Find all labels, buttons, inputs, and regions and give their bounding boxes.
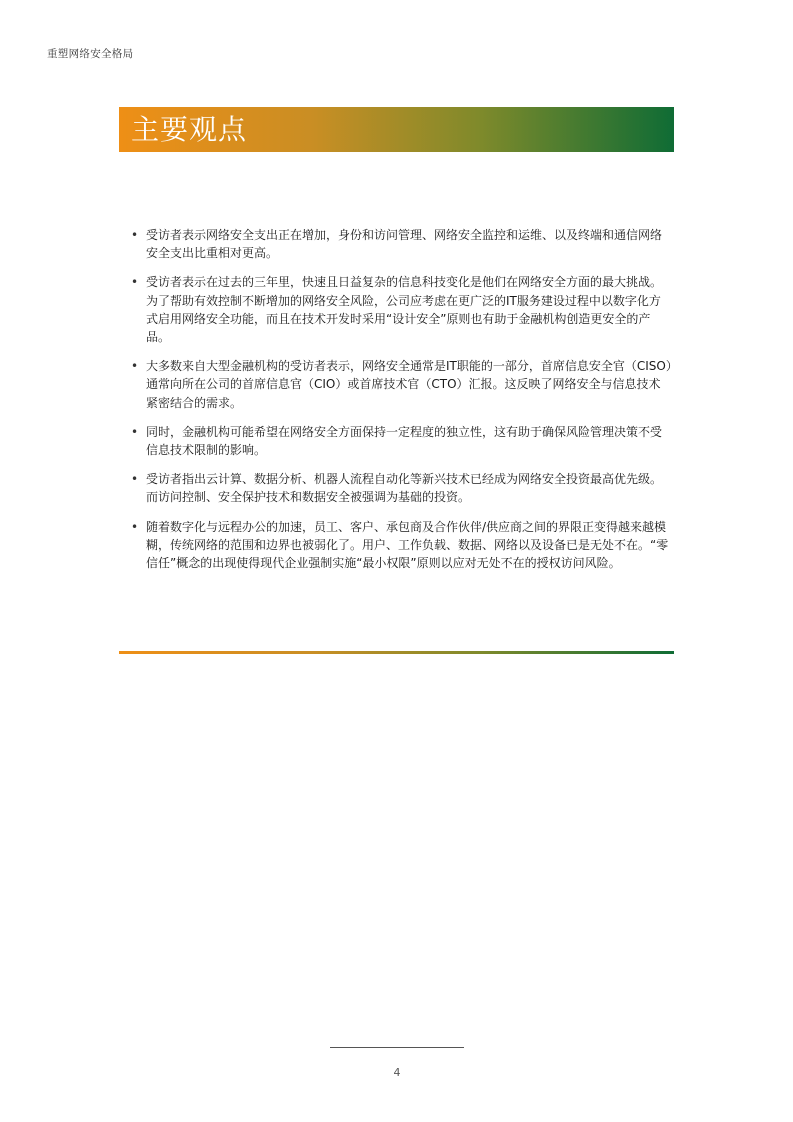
list-item-text: 大多数来自大型金融机构的受访者表示，网络安全通常是IT职能的一部分，首席信息安全官（CISO）通常向所在公司的首席信息官（CIO）或首席技术官（CTO）汇报。这反映了网络安全与信息技术紧密结合的需求。 bbox=[146, 359, 672, 410]
list-item-text: 随着数字化与远程办公的加速，员工、客户、承包商及合作伙伴/供应商之间的界限正变得越来越模糊，传统网络的范围和边界也被弱化了。用户、工作负载、数据、网络以及设备已是无处不在。“零信任”概念的出现使得现代企业强制实施“最小权限”原则以应对无处不在的授权访问风险。 bbox=[146, 519, 669, 571]
running-header: 重塑网络安全格局 bbox=[47, 48, 134, 60]
list-item bbox=[128, 518, 672, 573]
page-number: 4 bbox=[393, 1066, 401, 1079]
section-title-banner bbox=[119, 107, 674, 152]
list-item-text: 受访者表示网络安全支出正在增加，身份和访问管理、网络安全监控和运维、以及终端和通信网络安全支出比重相对更高。 bbox=[146, 228, 663, 261]
footer-divider bbox=[330, 1047, 464, 1048]
list-item bbox=[128, 423, 672, 459]
section-divider bbox=[119, 651, 674, 654]
key-points-list bbox=[128, 226, 672, 583]
bullet-icon: • bbox=[131, 519, 139, 534]
bullet-icon: • bbox=[131, 424, 139, 439]
section-title: 主要观点 bbox=[131, 113, 248, 146]
list-item bbox=[128, 357, 672, 412]
bullet-icon: • bbox=[131, 359, 139, 374]
list-item bbox=[128, 273, 672, 346]
bullet-icon: • bbox=[131, 472, 139, 487]
bullet-icon: • bbox=[131, 228, 139, 242]
list-item bbox=[128, 470, 672, 506]
list-item-text: 受访者指出云计算、数据分析、机器人流程自动化等新兴技术已经成为网络安全投资最高优先级。而访问控制、安全保护技术和数据安全被强调为基础的投资。 bbox=[146, 472, 663, 505]
list-item-text: 同时，金融机构可能希望在网络安全方面保持一定程度的独立性，这有助于确保风险管理决策不受信息技术限制的影响。 bbox=[146, 424, 663, 458]
bullet-icon: • bbox=[131, 275, 139, 290]
list-item-text: 受访者表示在过去的三年里，快速且日益复杂的信息科技变化是他们在网络安全方面的最大挑战。为了帮助有效控制不断增加的网络安全风险，公司应考虑在更广泛的IT服务建设过程中以数字化方式启用网络安全功能，而且在技术开发时采用“设计安全”原则也有助于金融机构创造更安全的产品。 bbox=[146, 275, 663, 345]
list-item bbox=[128, 226, 672, 262]
